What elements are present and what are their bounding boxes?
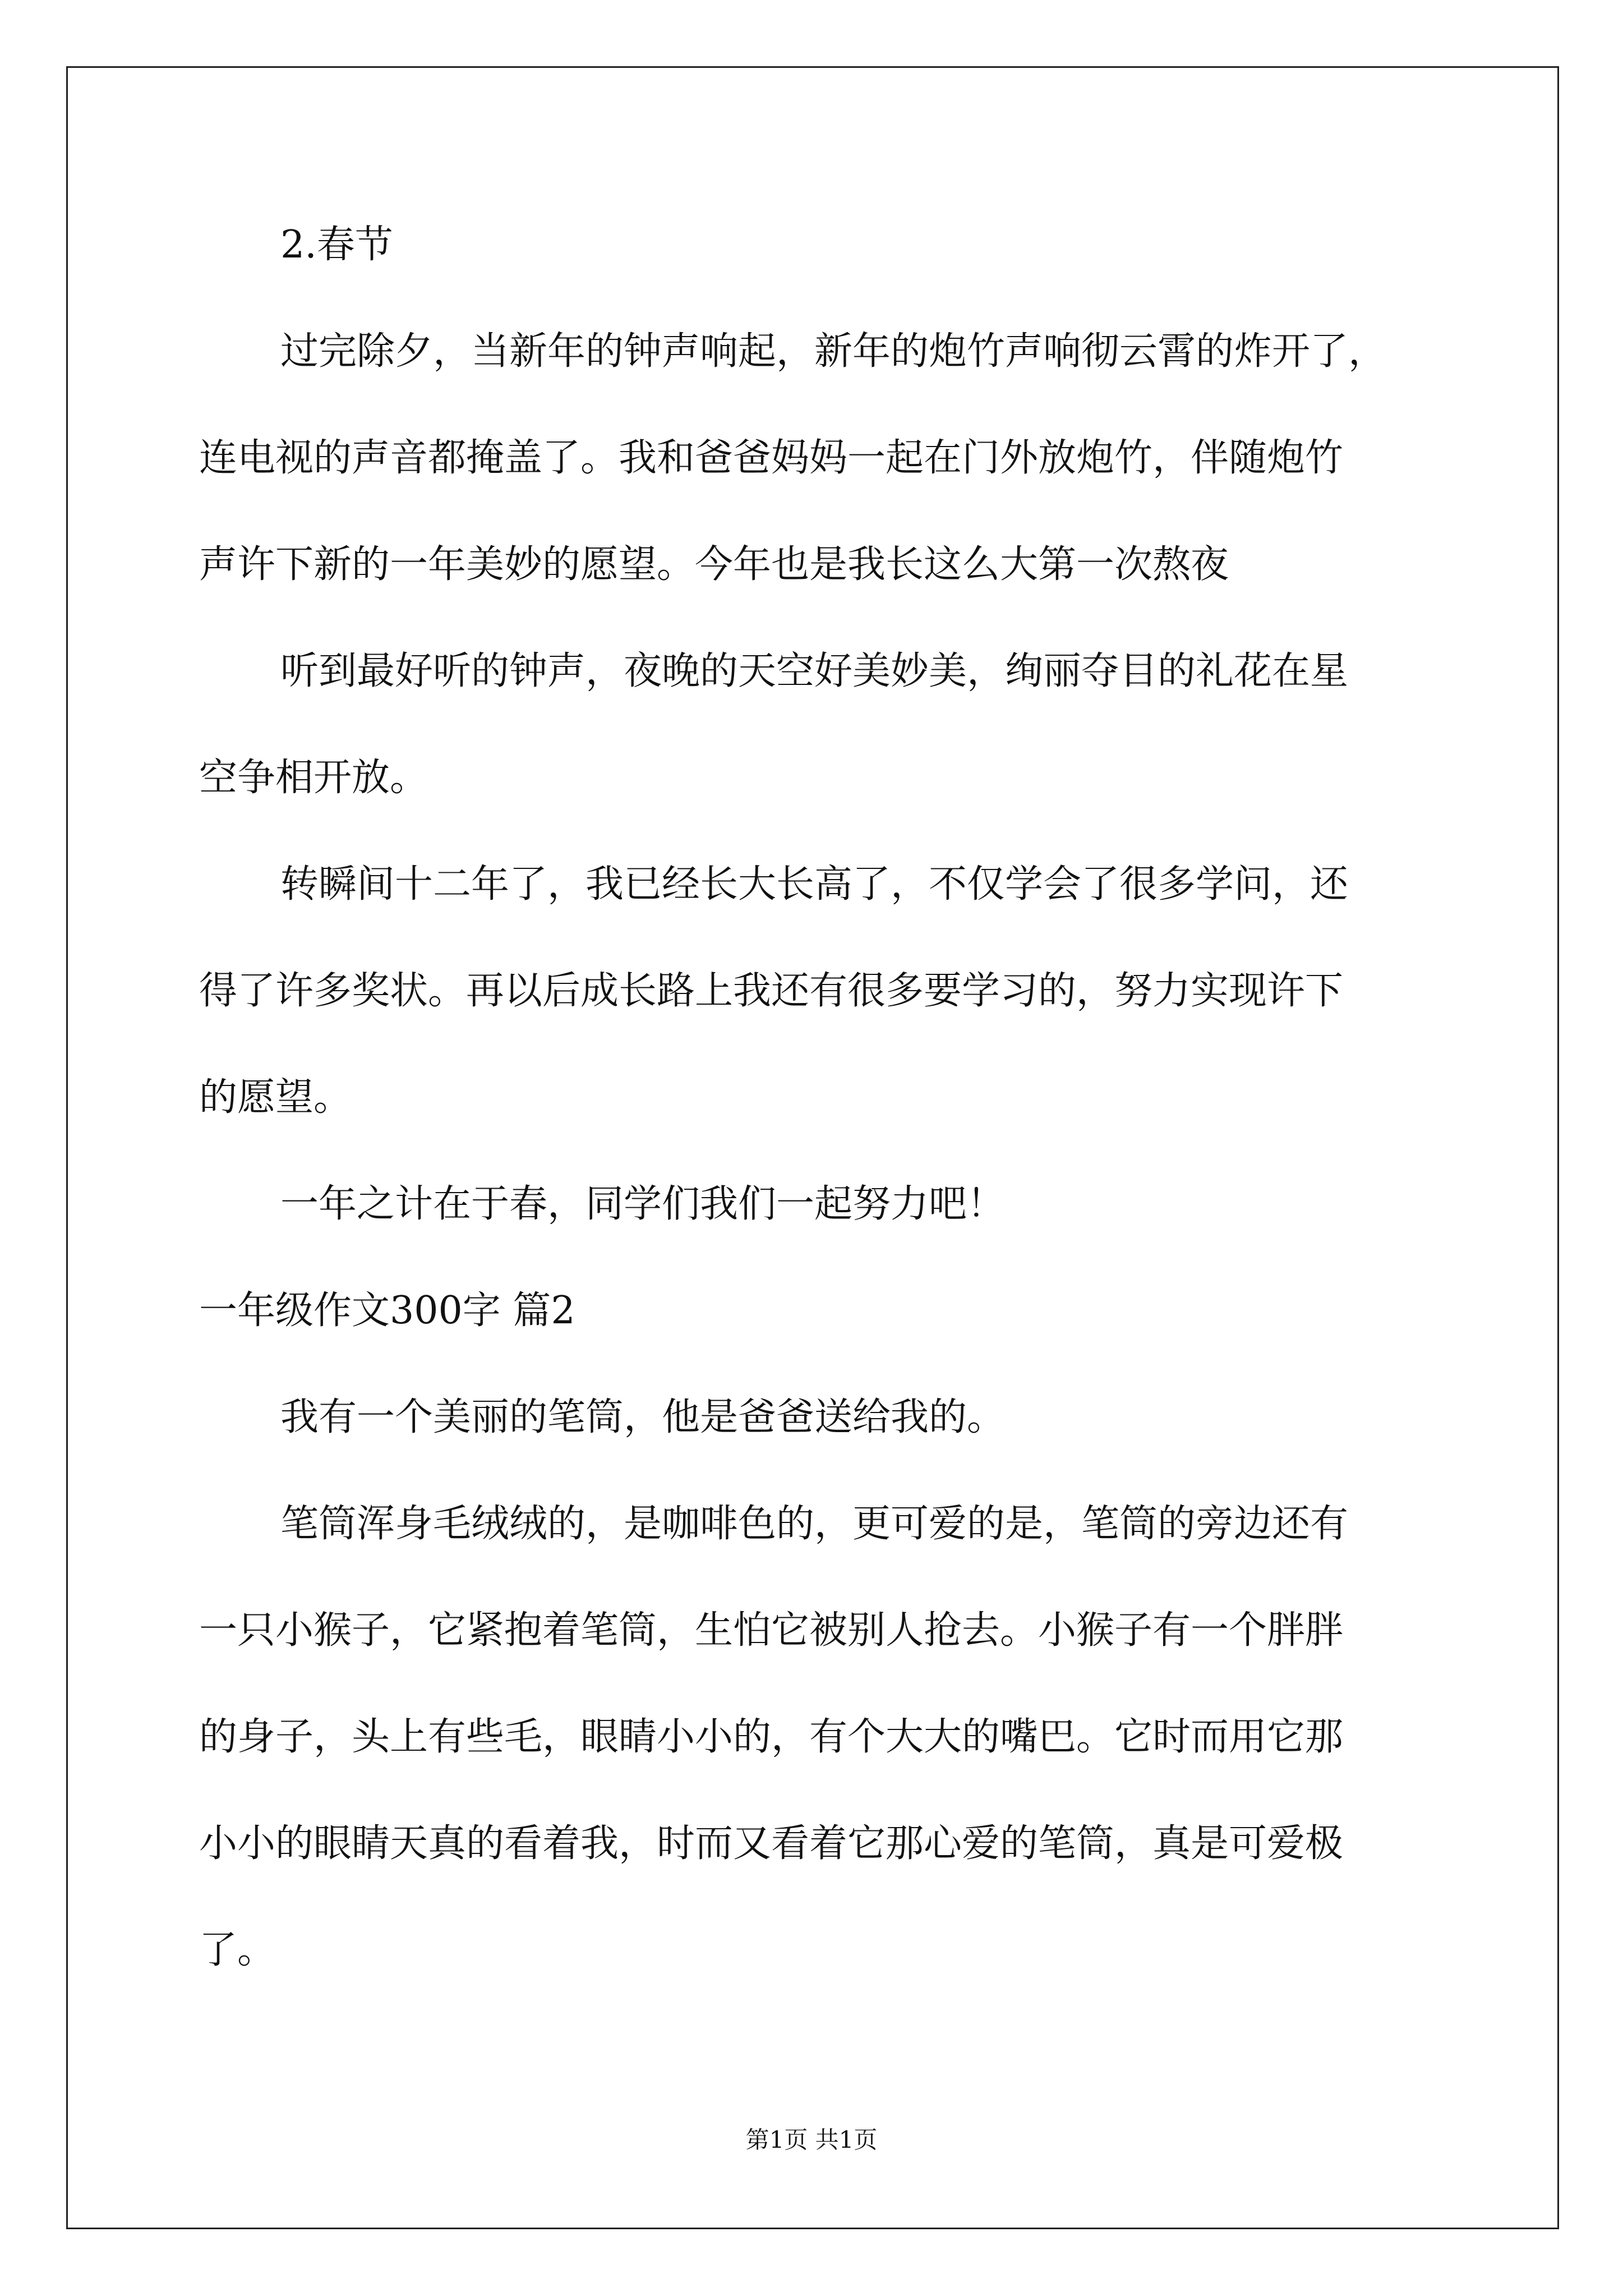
paragraph-line: 得了许多奖状。再以后成长路上我还有很多要学习的，努力实现许下 xyxy=(199,969,1344,1013)
paragraph-line: 声许下新的一年美妙的愿望。今年也是我长这么大第一次熬夜 xyxy=(199,542,1229,587)
page-number: 第1页 共1页 xyxy=(745,2126,878,2154)
paragraph-line: 一年之计在于春，同学们我们一起努力吧！ xyxy=(280,1182,1006,1226)
paragraph-line: 过完除夕，当新年的钟声响起，新年的炮竹声响彻云霄的炸开了， xyxy=(280,329,1387,374)
paragraph-line: 一只小猴子，它紧抱着笔筒，生怕它被别人抢去。小猴子有一个胖胖 xyxy=(199,1608,1344,1653)
paragraph-line: 小小的眼睛天真的看着我，时而又看着它那心爱的笔筒，真是可爱极 xyxy=(199,1821,1344,1866)
paragraph-line: 笔筒浑身毛绒绒的，是咖啡色的，更可爱的是，笔筒的旁边还有 xyxy=(280,1502,1349,1546)
paragraph-line: 空争相开放。 xyxy=(199,756,428,800)
paragraph-line: 我有一个美丽的笔筒，他是爸爸送给我的。 xyxy=(280,1395,1006,1439)
section-heading: 2.春节 xyxy=(280,223,393,267)
paragraph-line: 的愿望。 xyxy=(199,1075,352,1120)
paragraph-line: 听到最好听的钟声，夜晚的天空好美妙美，绚丽夺目的礼花在星 xyxy=(280,649,1349,693)
paragraph-line: 转瞬间十二年了，我已经长大长高了，不仅学会了很多学问，还 xyxy=(280,862,1349,907)
paragraph-line: 连电视的声音都掩盖了。我和爸爸妈妈一起在门外放炮竹，伴随炮竹 xyxy=(199,436,1344,480)
essay-title: 一年级作文300字 篇2 xyxy=(199,1289,575,1333)
paragraph-line: 的身子，头上有些毛，眼睛小小的，有个大大的嘴巴。它时而用它那 xyxy=(199,1715,1344,1759)
paragraph-line: 了。 xyxy=(199,1928,276,1972)
page-border xyxy=(66,66,1559,2229)
